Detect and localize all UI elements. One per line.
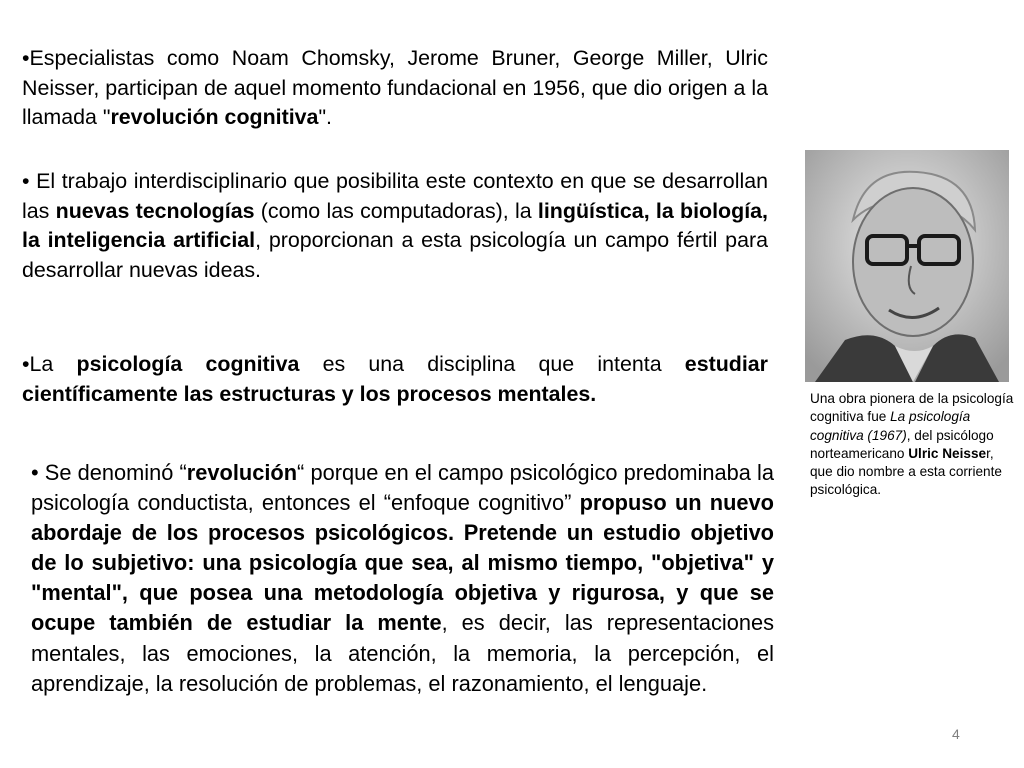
text-run: revolución bbox=[186, 460, 298, 485]
text-run: , del psicólogo norteamericano bbox=[810, 427, 994, 461]
paragraph-revolution bbox=[31, 458, 774, 699]
text-run: (como las computadoras), la bbox=[254, 198, 538, 223]
text-run: es una disciplina que intenta bbox=[299, 352, 685, 376]
text-run: r, que dio nombre a esta corriente psicológica. bbox=[810, 445, 1002, 498]
paragraph-interdisciplinary bbox=[22, 167, 768, 285]
text-run: •Especialistas como Noam Chomsky, Jerome Bruner, George Miller, Ulric Neisser, participan de aquel momento fundacional en 1956, que dio origen a la llamada " bbox=[22, 46, 768, 130]
text-run: • Se denominó “ bbox=[31, 460, 187, 485]
text-run: Una obra pionera de la psicología cognitiva fue bbox=[810, 391, 1014, 425]
paragraph-founders bbox=[22, 44, 768, 133]
text-run: , es decir, las representaciones mentales, las emociones, la atención, la memoria, la percepción, el aprendizaje, la resolución de problemas, el razonamiento, el lenguaje. bbox=[31, 610, 774, 696]
text-run: propuso un nuevo abordaje de los procesos psicológicos. Pretende un estudio objetivo de lo subjetivo: una psicología que sea, al mismo tiempo, "objetiva" y "mental", que posea una metodología objetiva y rigurosa, y que se ocupe también de estudiar la mente bbox=[31, 490, 774, 636]
text-run: •La bbox=[22, 352, 77, 376]
paragraph-definition bbox=[22, 350, 768, 409]
text-run: La psicología cognitiva (1967) bbox=[810, 409, 971, 443]
text-run: lingüística, la biología, la inteligencia artificial bbox=[22, 198, 768, 253]
photo-caption bbox=[810, 390, 1018, 500]
text-run: “ porque en el campo psicológico predominaba la psicología conductista, entonces el “enfoque cognitivo” bbox=[31, 460, 774, 516]
text-run: estudiar científicamente las estructuras y los procesos mentales. bbox=[22, 352, 769, 406]
text-run: , proporcionan a esta psicología un campo fértil para desarrollar nuevas ideas. bbox=[22, 228, 768, 282]
page-number: 4 bbox=[952, 726, 960, 742]
portrait-photo bbox=[805, 150, 1009, 382]
text-run: • El trabajo interdisciplinario que posibilita este contexto en que se desarrollan las bbox=[22, 169, 768, 223]
text-run: psicología cognitiva bbox=[76, 352, 300, 376]
text-run: ". bbox=[318, 105, 333, 130]
text-run: nuevas tecnologías bbox=[55, 198, 255, 223]
text-run: revolución cognitiva bbox=[110, 105, 319, 130]
portrait-icon bbox=[805, 150, 1009, 382]
text-run: Ulric Neisse bbox=[908, 445, 987, 461]
